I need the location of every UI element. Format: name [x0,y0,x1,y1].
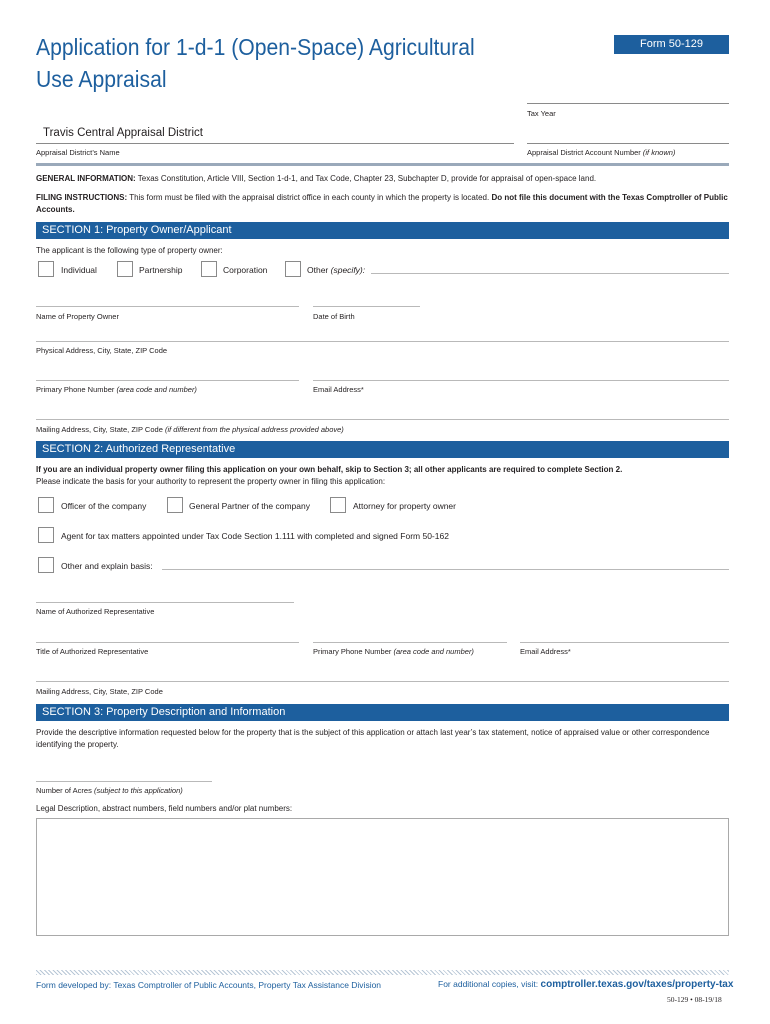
district-name-line [36,143,514,144]
footer-divider [36,970,729,975]
acres-field[interactable] [36,781,212,782]
other-basis-label: Other and explain basis: [61,561,153,571]
other-label: Other (specify): [307,265,366,275]
physical-address-field[interactable] [36,341,729,342]
individual-label: Individual [61,265,97,275]
officer-label: Officer of the company [61,501,147,511]
physical-address-label: Physical Address, City, State, ZIP Code [36,346,168,355]
owner-email-label: Email Address* [313,385,364,394]
owner-email-field[interactable] [313,380,729,381]
agent-label: Agent for tax matters appointed under Tax Code Section 1.111 with completed and signed Form 50-162 [61,531,449,541]
other-specify-field[interactable] [371,273,729,274]
form-title-line1: Application for 1-d-1 (Open-Space) Agricultural [36,34,475,60]
account-number-field[interactable] [527,143,729,144]
footer-developed-by: Form developed by: Texas Comptroller of Public Accounts, Property Tax Assistance Division [36,980,382,990]
partnership-checkbox[interactable] [117,261,133,277]
owner-name-field[interactable] [36,306,299,307]
district-name-value[interactable]: Travis Central Appraisal District [43,127,203,139]
date-of-birth-field[interactable] [313,306,420,307]
attorney-checkbox[interactable] [330,497,346,513]
rep-email-field[interactable] [520,642,729,643]
attorney-label: Attorney for property owner [353,501,456,511]
partnership-label: Partnership [139,265,183,275]
corporation-label: Corporation [223,265,268,275]
owner-mailing-address-label: Mailing Address, City, State, ZIP Code (if different from the physical address provided above) [36,425,344,434]
section2-skip-instruction: If you are an individual property owner filing this application on your own behalf, skip to Section 3; all other applicants are required to complete Section 2. [36,465,623,474]
owner-mailing-address-field[interactable] [36,419,729,420]
section2-header: SECTION 2: Authorized Representative [36,441,729,458]
acres-label: Number of Acres (subject to this application) [36,786,183,795]
comptroller-link[interactable]: comptroller.texas.gov/taxes/property-tax [540,979,734,990]
agent-checkbox[interactable] [38,527,54,543]
rep-name-field[interactable] [36,602,294,603]
rep-phone-field[interactable] [313,642,507,643]
section1-header: SECTION 1: Property Owner/Applicant [36,222,729,239]
section1-intro: The applicant is the following type of property owner: [36,246,223,255]
rep-title-label: Title of Authorized Representative [36,647,149,656]
other-checkbox[interactable] [285,261,301,277]
filing-instructions: FILING INSTRUCTIONS: This form must be filed with the appraisal district office in each county in which the property is located. Do not file this document with the Texas Comptroller of Public Accounts. [36,193,728,214]
individual-checkbox[interactable] [38,261,54,277]
rep-name-label: Name of Authorized Representative [36,607,155,616]
rep-mailing-address-label: Mailing Address, City, State, ZIP Code [36,687,163,696]
officer-checkbox[interactable] [38,497,54,513]
form-revision: 50-129 • 08-19/18 [667,995,722,1004]
rep-email-label: Email Address* [520,647,571,656]
legal-description-label: Legal Description, abstract numbers, field numbers and/or plat numbers: [36,804,293,813]
tax-year-field[interactable] [527,103,729,104]
date-of-birth-label: Date of Birth [313,312,355,321]
other-basis-field[interactable] [162,569,729,570]
other-basis-checkbox[interactable] [38,557,54,573]
owner-name-label: Name of Property Owner [36,312,119,321]
rep-mailing-address-field[interactable] [36,681,729,682]
corporation-checkbox[interactable] [201,261,217,277]
form-number-badge: Form 50-129 [614,35,729,54]
owner-phone-field[interactable] [36,380,299,381]
legal-description-textarea[interactable] [36,818,729,936]
footer-copies: For additional copies, visit: comptroller.texas.gov/taxes/property-tax [438,979,734,990]
account-number-label: Appraisal District Account Number (if known) [527,148,676,157]
general-information: GENERAL INFORMATION: Texas Constitution, Article VIII, Section 1-d-1, and Tax Code, Chapter 23, Subchapter D, provide for appraisal of open-space land. [36,174,597,183]
form-title-line2: Use Appraisal [36,66,167,92]
tax-year-label: Tax Year [527,109,556,118]
rep-title-field[interactable] [36,642,299,643]
owner-phone-label: Primary Phone Number (area code and number) [36,385,197,394]
rep-phone-label: Primary Phone Number (area code and number) [313,647,474,656]
form-title [36,31,478,95]
section2-instruction: Please indicate the basis for your authority to represent the property owner in filing this application: [36,477,386,486]
section3-intro: Provide the descriptive information requested below for the property that is the subject of this application or attach last year’s tax statement, notice of appraised value or other correspondence identifying the property. [36,728,710,749]
header-divider [36,163,729,166]
general-partner-label: General Partner of the company [189,501,310,511]
district-name-label: Appraisal District’s Name [36,148,120,157]
general-partner-checkbox[interactable] [167,497,183,513]
section3-header: SECTION 3: Property Description and Information [36,704,729,721]
